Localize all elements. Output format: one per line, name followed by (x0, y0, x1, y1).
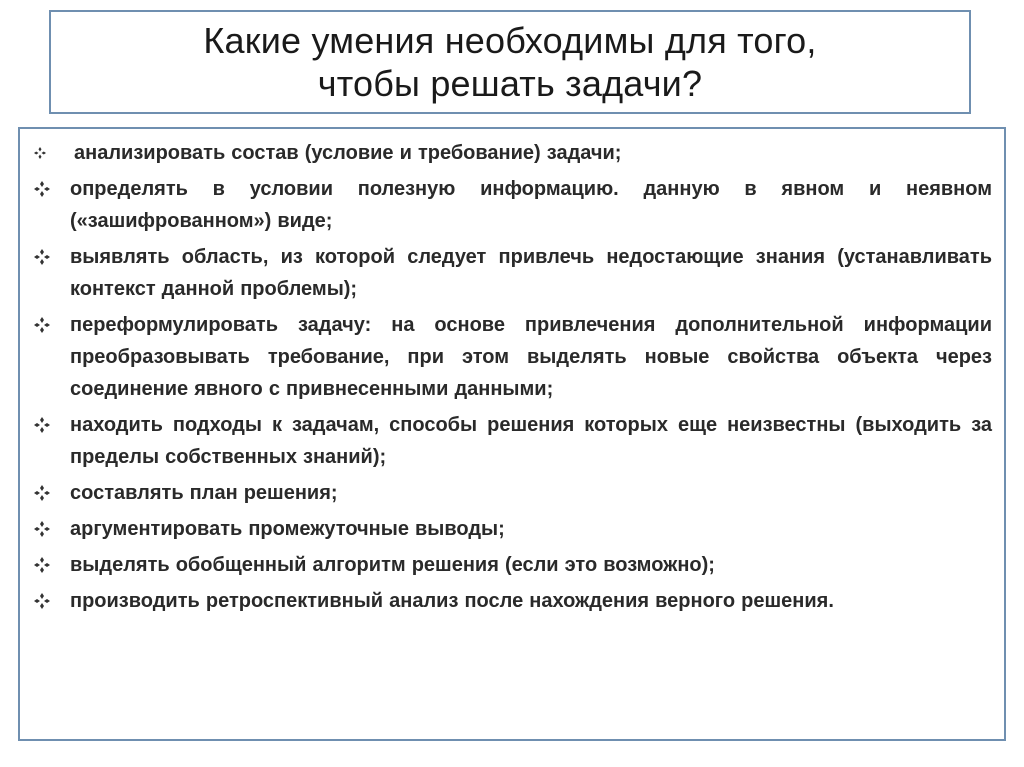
list-item-text: переформулировать задачу: на основе привлечения дополнительной информации преобразовывать требование, при этом выделять новые свойства объекта через соединение явного с привнесенными данными; (70, 314, 992, 400)
diamond-bullet-icon (30, 137, 70, 169)
diamond-bullet-icon (30, 173, 70, 205)
list-item (30, 137, 992, 169)
list-item-text: составлять план решения; (70, 482, 338, 504)
list-item (30, 549, 992, 581)
slide-title (203, 19, 816, 105)
diamond-bullet-icon (30, 241, 70, 273)
list-item-text: производить ретроспективный анализ после нахождения верного решения. (70, 590, 834, 612)
title-line-2: чтобы решать задачи? (317, 63, 703, 104)
list-item-text: анализировать состав (условие и требование) задачи; (74, 142, 622, 164)
diamond-bullet-icon (30, 513, 70, 545)
diamond-bullet-icon (30, 409, 70, 441)
title-line-1: Какие умения необходимы для того, (203, 20, 817, 61)
content-box (18, 127, 1006, 741)
list-item-text: выделять обобщенный алгоритм решения (если это возможно); (70, 554, 715, 576)
list-item (30, 173, 992, 237)
list-item-text: определять в условии полезную информацию. данную в явном и неявном («зашифрованном») виде; (70, 178, 992, 232)
list-item-text: аргументировать промежуточные выводы; (70, 518, 505, 540)
title-box (49, 10, 971, 114)
list-item (30, 241, 992, 305)
list-item (30, 409, 992, 473)
diamond-bullet-icon (30, 549, 70, 581)
list-item-text: выявлять область, из которой следует привлечь недостающие знания (устанавливать контекст данной проблемы); (70, 246, 992, 300)
diamond-bullet-icon (30, 477, 70, 509)
diamond-bullet-icon (30, 309, 70, 341)
list-item-text: находить подходы к задачам, способы решения которых еще неизвестны (выходить за пределы собственных знаний); (70, 414, 992, 468)
list-item (30, 309, 992, 405)
list-item (30, 477, 992, 509)
list-item (30, 513, 992, 545)
diamond-bullet-icon (30, 585, 70, 617)
list-item (30, 585, 992, 617)
